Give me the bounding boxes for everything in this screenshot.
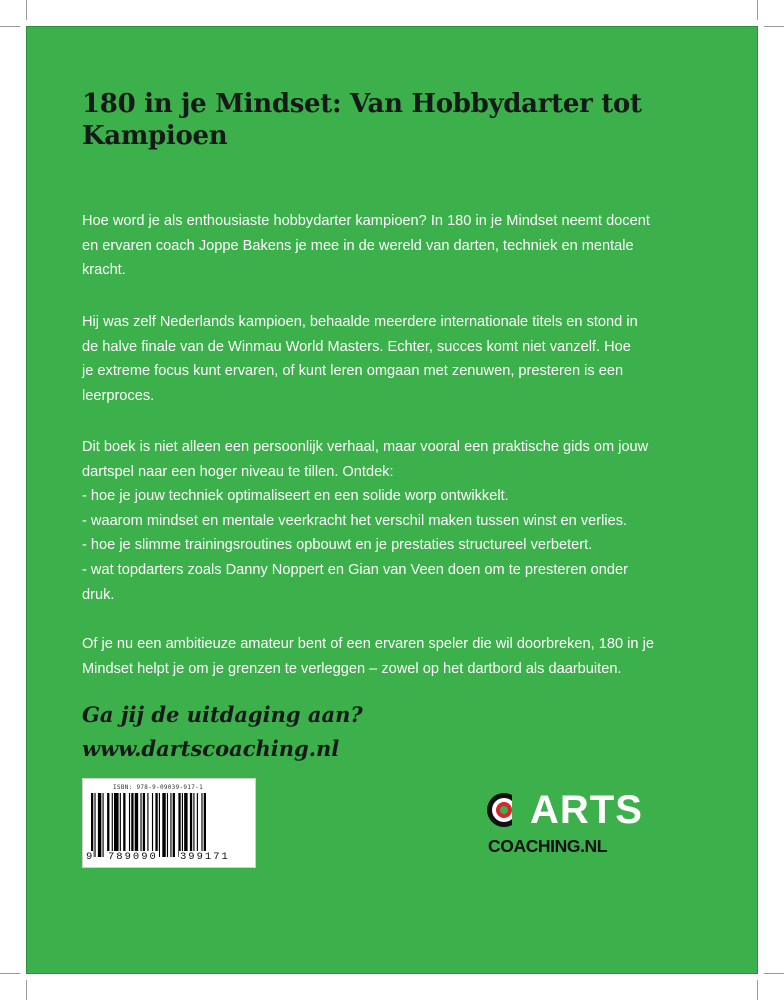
barcode-bar <box>184 793 187 857</box>
barcode-bar <box>94 793 95 857</box>
guide-line: druk. <box>82 586 115 603</box>
barcode-digits-left: 789090 <box>108 851 158 863</box>
guide-bullet: - wat topdarters zoals Danny Noppert en Gian van Veen doen om te presteren onder <box>82 561 628 578</box>
barcode-bar <box>193 793 194 857</box>
barcode-bar <box>135 793 138 857</box>
darts-coaching-logo <box>486 788 650 874</box>
closing-line: Mindset helpt je om je grenzen te verleggen – zowel op het dartbord als daarbuiten. <box>82 660 622 677</box>
book-title <box>82 88 642 152</box>
cta-question: Ga jij de uitdaging aan? <box>82 702 363 727</box>
guide-line: Dit boek is niet alleen een persoonlijk verhaal, maar vooral een praktische gids om jouw <box>82 439 649 455</box>
barcode-bar <box>114 793 119 857</box>
guide-bullet: - hoe je jouw techniek optimaliseert en een solide worp ontwikkelt. <box>82 488 509 505</box>
barcode-bar <box>182 793 183 857</box>
barcode-bar <box>129 793 130 857</box>
barcode-bar <box>173 793 175 857</box>
barcode-bar <box>143 793 145 857</box>
barcode-bar <box>91 793 93 857</box>
dartboard-icon <box>486 790 526 830</box>
bio-line: je extreme focus kunt ervaren, of kunt leren omgaan met zenuwen, presteren is een <box>82 363 624 380</box>
barcode-bar <box>147 793 148 857</box>
crop-mark-right-bottom <box>764 973 784 974</box>
barcode-bar <box>103 793 104 857</box>
crop-mark-left-top <box>0 26 20 27</box>
barcode-bar <box>159 793 160 857</box>
crop-mark-bottom-left <box>26 980 27 1000</box>
isbn-barcode <box>82 778 256 868</box>
guide-bullet: - waarom mindset en mentale veerkracht het verschil maken tussen winst en verlies. <box>82 512 628 529</box>
guide-paragraph <box>82 435 682 607</box>
guide-line: dartspel naar een hoger niveau te tillen. Ontdek: <box>82 463 394 480</box>
bio-line: de halve finale van de Winmau World Masters. Echter, succes komt niet vanzelf. Hoe <box>82 338 631 355</box>
barcode-first-digit: 9 <box>86 851 93 863</box>
crop-mark-top-right <box>757 0 758 20</box>
website-link[interactable]: www.dartscoaching.nl <box>82 736 340 761</box>
barcode-bar <box>155 793 157 857</box>
barcode-bar <box>178 793 180 857</box>
crop-mark-left-bottom <box>0 973 20 974</box>
book-title-line-2: Kampioen <box>82 121 228 151</box>
barcode-bar <box>98 793 101 857</box>
barcode-bar <box>112 793 113 857</box>
crop-mark-top-left <box>26 0 27 20</box>
barcode-bar <box>167 793 168 857</box>
intro-line: Hoe word je als enthousiaste hobbydarter kampioen? In 180 in je Mindset neemt docent <box>82 213 650 229</box>
bio-line: Hij was zelf Nederlands kampioen, behaalde meerdere internationale titels en stond in <box>82 314 638 330</box>
intro-paragraph <box>82 209 682 283</box>
crop-mark-bottom-right <box>757 980 758 1000</box>
barcode-bar <box>123 793 125 857</box>
barcode-bar <box>152 793 153 857</box>
barcode-bar <box>190 793 192 857</box>
intro-line: en ervaren coach Joppe Bakens je mee in de wereld van darten, techniek en mentale <box>82 237 634 254</box>
barcode-digits-right: 399171 <box>180 851 230 863</box>
barcode-bar <box>120 793 121 857</box>
bio-line: leerproces. <box>82 387 155 404</box>
barcode-bar <box>131 793 133 857</box>
barcode-bar <box>170 793 171 857</box>
closing-paragraph <box>82 632 682 681</box>
isbn-label: ISBN: 978-9-09039-917-1 <box>113 784 203 791</box>
crop-mark-right-top <box>764 26 784 27</box>
barcode-bar <box>107 793 109 857</box>
intro-line: kracht. <box>82 262 126 279</box>
barcode-bar <box>140 793 141 857</box>
barcode-bar <box>197 793 198 857</box>
barcode-bar <box>162 793 165 857</box>
closing-line: Of je nu een ambitieuze amateur bent of een ervaren speler die wil doorbreken, 180 in je <box>82 636 654 652</box>
barcode-bar <box>204 793 206 857</box>
barcode-bar <box>201 793 202 857</box>
logo-arts-text: ARTS <box>530 788 643 832</box>
barcode-bars <box>91 793 247 857</box>
book-title-line-1: 180 in je Mindset: Van Hobbydarter tot <box>82 89 642 119</box>
guide-bullet: - hoe je slimme trainingsroutines opbouwt en je prestaties structureel verbetert. <box>82 537 593 554</box>
bio-paragraph <box>82 310 682 408</box>
logo-coaching-text: COACHING.NL <box>488 836 608 856</box>
